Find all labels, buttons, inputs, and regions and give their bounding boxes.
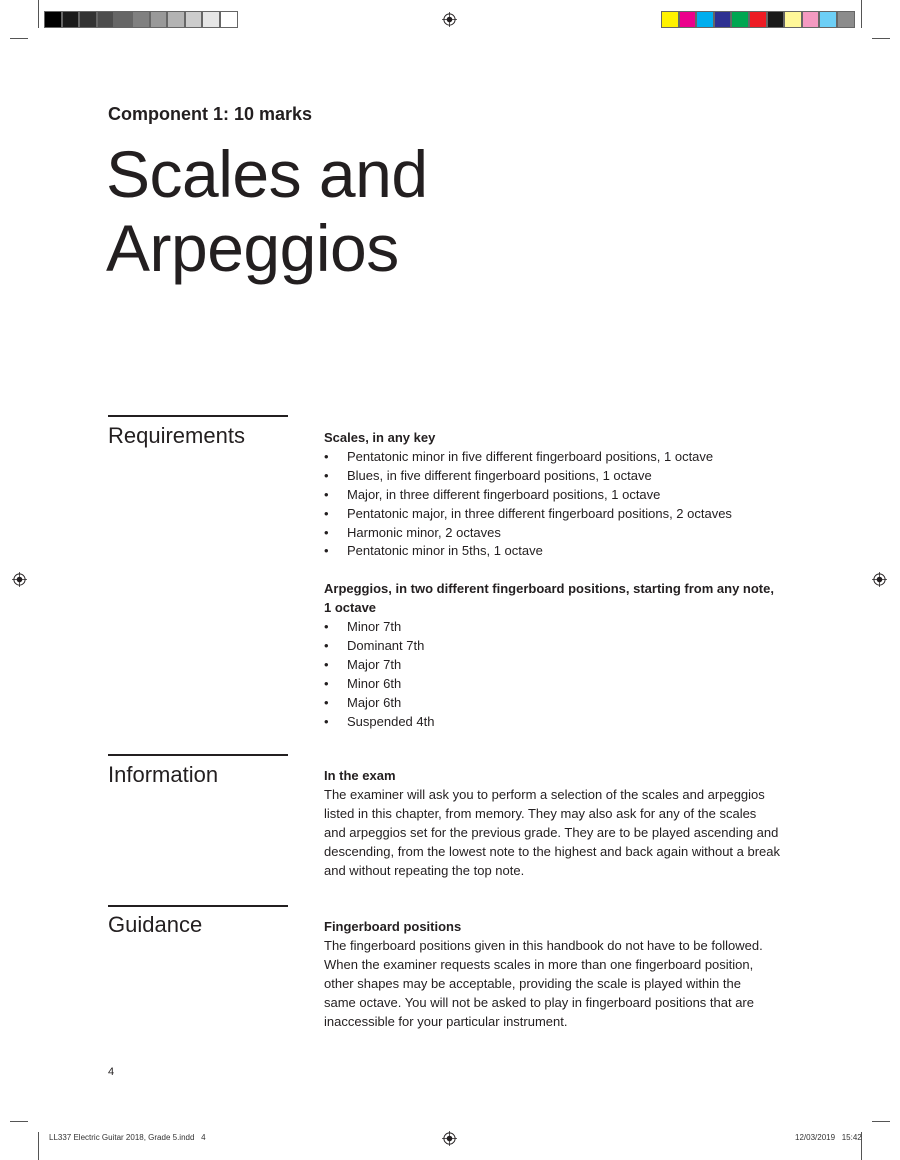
list-item: • Pentatonic minor in five different fingerboard positions, 1 octave	[324, 448, 794, 467]
arpeggios-list	[324, 618, 794, 731]
color-swatch-7	[784, 11, 802, 28]
color-swatch-8	[802, 11, 820, 28]
information-paragraph	[324, 786, 794, 881]
gray-swatch-3	[97, 11, 115, 28]
list-item: • Minor 7th	[324, 618, 794, 637]
slug-timestamp: 12/03/2019 15:42	[795, 1133, 862, 1142]
list-item: • Harmonic minor, 2 octaves	[324, 524, 794, 543]
registration-mark-icon	[872, 572, 887, 587]
grayscale-color-bar	[44, 11, 238, 28]
color-swatch-6	[767, 11, 785, 28]
guidance-heading: Guidance	[108, 912, 203, 937]
guidance-content	[324, 918, 794, 1031]
registration-mark-icon	[12, 572, 27, 587]
scales-subheading: Scales, in any key	[324, 430, 436, 445]
text-line: The examiner will ask you to perform a selection of the scales and arpeggios	[324, 786, 765, 802]
gray-swatch-5	[132, 11, 150, 28]
list-item: • Pentatonic minor in 5ths, 1 octave	[324, 542, 794, 561]
page-title-line-2: Arpeggios	[106, 211, 399, 285]
gray-swatch-6	[150, 11, 168, 28]
gray-swatch-2	[79, 11, 97, 28]
arpeggios-subheading-line-1: Arpeggios, in two different fingerboard positions, starting from any note,	[324, 581, 774, 597]
gray-swatch-1	[62, 11, 80, 28]
guidance-divider	[108, 905, 288, 907]
text-line: and arpeggios set for the previous grade. They are to be played ascending and	[324, 824, 779, 840]
gray-swatch-8	[185, 11, 203, 28]
list-item: • Blues, in five different fingerboard positions, 1 octave	[324, 467, 794, 486]
gray-swatch-10	[220, 11, 238, 28]
color-swatch-0	[661, 11, 679, 28]
color-swatch-5	[749, 11, 767, 28]
gray-swatch-4	[114, 11, 132, 28]
information-heading: Information	[108, 762, 219, 787]
information-divider	[108, 754, 288, 756]
text-line: The fingerboard positions given in this handbook do not have to be followed.	[324, 937, 763, 953]
requirements-divider	[108, 415, 288, 417]
list-item: • Major 7th	[324, 656, 794, 675]
list-item: • Dominant 7th	[324, 637, 794, 656]
page-title-line-1: Scales and	[106, 137, 428, 211]
color-swatch-10	[837, 11, 855, 28]
in-the-exam-subheading: In the exam	[324, 768, 396, 783]
arpeggios-subheading	[324, 580, 794, 618]
arpeggios-subheading-line-2: 1 octave	[324, 600, 377, 616]
gray-swatch-7	[167, 11, 185, 28]
page-number: 4	[108, 1066, 115, 1078]
fingerboard-positions-subheading: Fingerboard positions	[324, 919, 462, 934]
gray-swatch-9	[202, 11, 220, 28]
page-title	[106, 137, 606, 285]
requirements-content	[324, 429, 794, 731]
list-item: • Major 6th	[324, 694, 794, 713]
scales-list	[324, 448, 794, 561]
registration-mark-icon	[442, 1131, 457, 1146]
color-swatch-1	[679, 11, 697, 28]
text-line: descending, from the lowest note to the highest and back again without a break	[324, 843, 781, 859]
text-line: and without repeating the top note.	[324, 862, 525, 878]
registration-mark-icon	[442, 12, 457, 27]
component-label: Component 1: 10 marks	[108, 104, 313, 124]
requirements-heading: Requirements	[108, 423, 245, 448]
text-line: When the examiner requests scales in more than one fingerboard position,	[324, 956, 754, 972]
information-content	[324, 767, 794, 880]
color-swatch-4	[731, 11, 749, 28]
slug-filename: LL337 Electric Guitar 2018, Grade 5.indd 4	[49, 1133, 206, 1142]
color-swatch-3	[714, 11, 732, 28]
list-item: • Major, in three different fingerboard positions, 1 octave	[324, 486, 794, 505]
color-swatch-9	[819, 11, 837, 28]
list-item: • Pentatonic major, in three different fingerboard positions, 2 octaves	[324, 505, 794, 524]
gray-swatch-0	[44, 11, 62, 28]
text-line: inaccessible for your particular instrument.	[324, 1013, 568, 1029]
list-item: • Suspended 4th	[324, 713, 794, 732]
guidance-paragraph	[324, 937, 794, 1032]
text-line: listed in this chapter, from memory. They may also ask for any of the scales	[324, 805, 757, 821]
cmyk-color-bar	[661, 11, 855, 28]
text-line: same octave. You will not be asked to play in fingerboard positions that are	[324, 994, 754, 1010]
text-line: other shapes may be acceptable, providing the scale is played within the	[324, 975, 741, 991]
list-item: • Minor 6th	[324, 675, 794, 694]
color-swatch-2	[696, 11, 714, 28]
